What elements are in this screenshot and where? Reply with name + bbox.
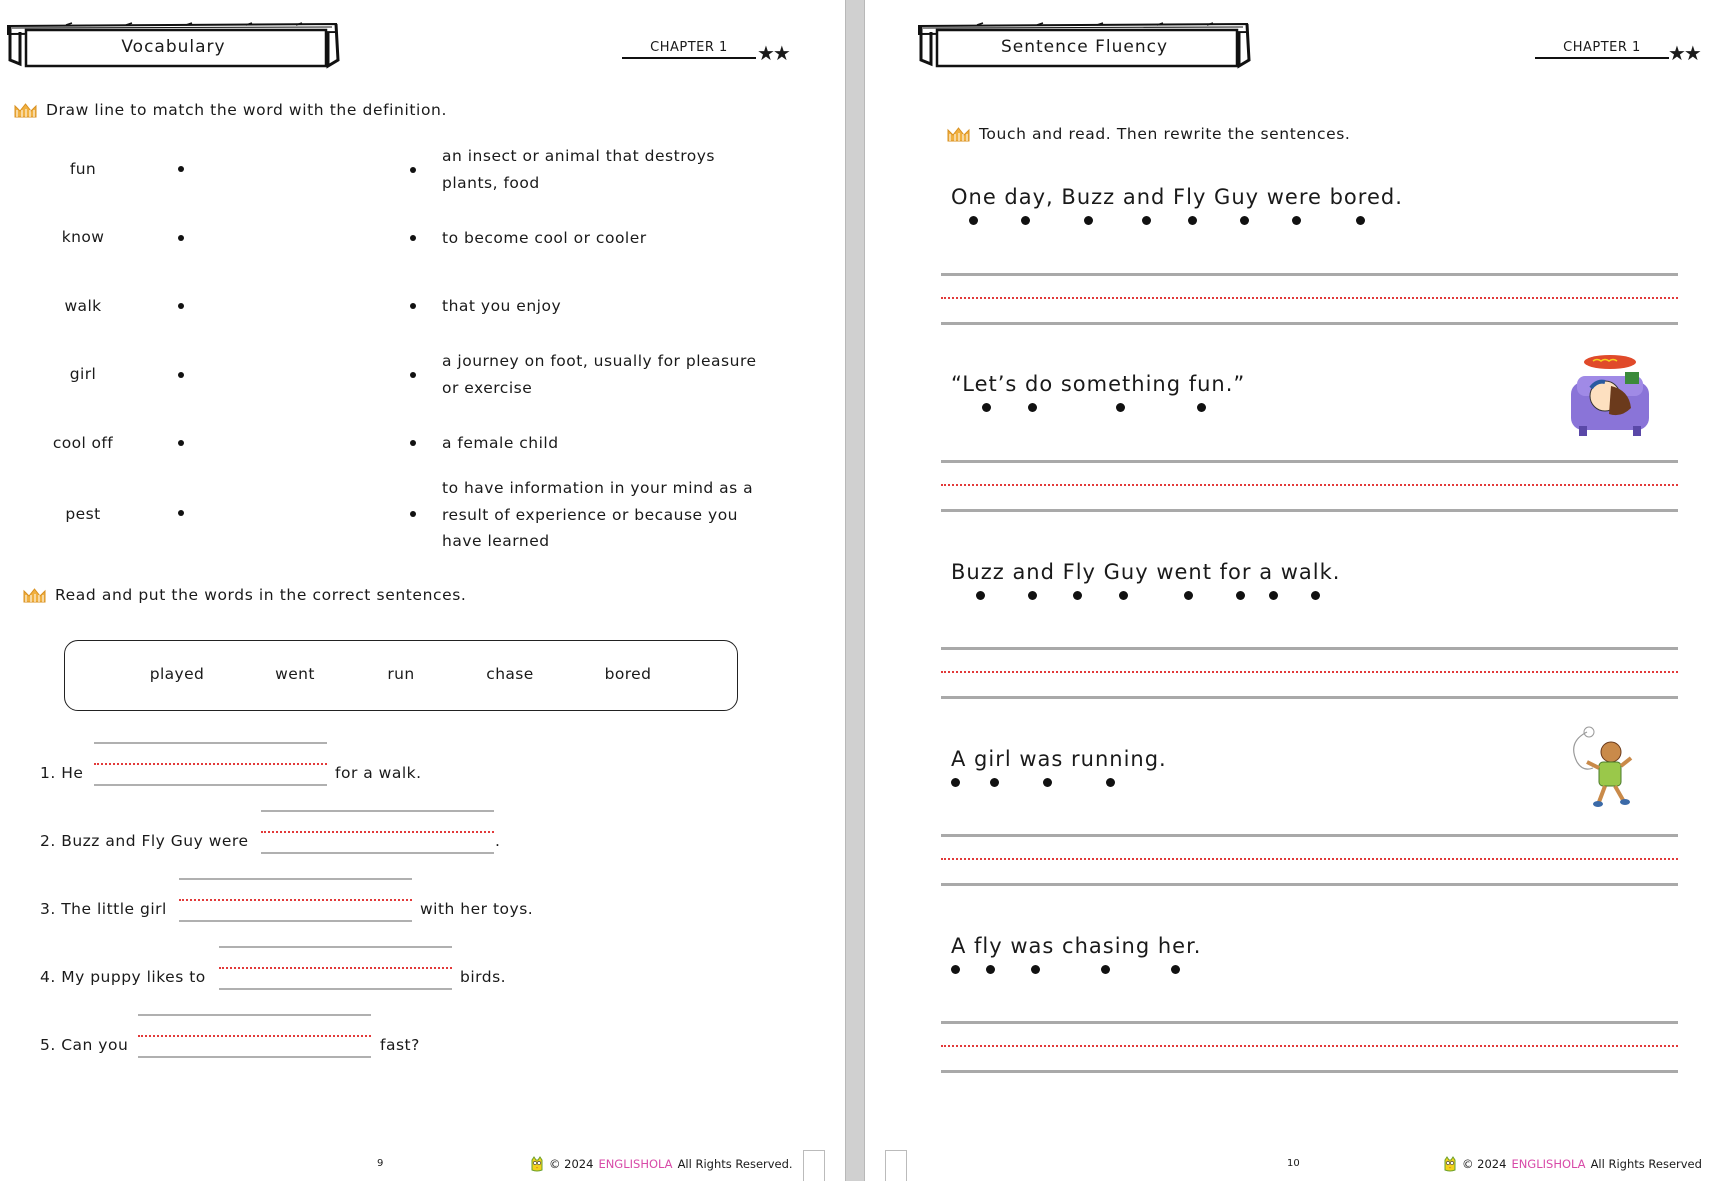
touch-dot[interactable]	[1073, 591, 1082, 600]
instruction-matching	[14, 101, 447, 119]
page-gutter	[845, 0, 865, 1181]
brand-name: ENGLISHOLA	[1511, 1157, 1586, 1171]
touch-dot[interactable]	[1240, 216, 1249, 225]
answer-blank[interactable]	[219, 946, 452, 991]
fluency-sentence: A girl was running.	[951, 747, 1167, 771]
instruction-text: Touch and read. Then rewrite the sentences.	[979, 125, 1351, 143]
match-definition: to have information in your mind as a result of experience or because you have learned	[442, 479, 754, 550]
answer-blank[interactable]	[138, 1014, 371, 1059]
fluency-sentence: A fly was chasing her.	[951, 934, 1202, 958]
chapter-label: CHAPTER 1	[622, 40, 756, 59]
match-definition: a journey on foot, usually for pleasure or exercise	[442, 352, 757, 397]
touch-dot[interactable]	[1031, 965, 1040, 974]
touch-dot[interactable]	[1236, 591, 1245, 600]
touch-dot[interactable]	[1028, 403, 1037, 412]
touch-dot[interactable]	[986, 965, 995, 974]
match-definition: a female child	[442, 434, 559, 452]
worksheet-page-left	[0, 0, 845, 1181]
touch-dot[interactable]	[990, 778, 999, 787]
page-title: Sentence Fluency	[1000, 37, 1169, 57]
definition-anchor-dot[interactable]	[410, 511, 416, 517]
fill-sentence-1-start: 1. He	[40, 764, 84, 782]
fluency-sentence: Buzz and Fly Guy went for a walk.	[951, 560, 1341, 584]
instruction-fill-in	[23, 586, 466, 604]
word-bank-item: played	[149, 665, 205, 683]
word-anchor-dot[interactable]	[178, 166, 184, 172]
fluency-sentence: “Let’s do something fun.”	[951, 372, 1246, 396]
crown-icon	[947, 126, 970, 142]
rewrite-lines[interactable]	[941, 1021, 1678, 1073]
word-bank-item: chase	[486, 665, 534, 683]
touch-dot[interactable]	[982, 403, 991, 412]
fill-sentence-3-end: with her toys.	[420, 900, 534, 918]
page-number: 10	[1287, 1158, 1300, 1169]
touch-dot[interactable]	[1269, 591, 1278, 600]
definition-anchor-dot[interactable]	[410, 303, 416, 309]
fill-sentence-2-end: .	[495, 832, 501, 850]
match-word: cool off	[52, 434, 114, 452]
rewrite-lines[interactable]	[941, 647, 1678, 699]
page-number: 9	[377, 1158, 384, 1169]
touch-dot[interactable]	[1292, 216, 1301, 225]
touch-dot[interactable]	[976, 591, 985, 600]
match-definition: that you enjoy	[442, 297, 562, 315]
word-anchor-dot[interactable]	[178, 372, 184, 378]
answer-blank[interactable]	[94, 742, 327, 787]
running-girl-illustration	[1565, 724, 1655, 814]
word-bank-item: run	[387, 665, 415, 683]
copyright-year: © 2024	[1462, 1157, 1507, 1171]
fluency-sentence: One day, Buzz and Fly Guy were bored.	[951, 185, 1403, 209]
instruction-fluency	[947, 125, 1350, 143]
touch-dot[interactable]	[1311, 591, 1320, 600]
word-anchor-dot[interactable]	[178, 303, 184, 309]
match-word: walk	[64, 297, 102, 315]
touch-dot[interactable]	[1106, 778, 1115, 787]
copyright-year: © 2024	[549, 1157, 594, 1171]
match-word: girl	[69, 365, 97, 383]
touch-dot[interactable]	[1119, 591, 1128, 600]
star-icon: ★★	[1668, 41, 1700, 65]
touch-dot[interactable]	[1142, 216, 1151, 225]
bored-boy-illustration	[1565, 352, 1655, 442]
touch-dot[interactable]	[1171, 965, 1180, 974]
chapter-label: CHAPTER 1	[1535, 40, 1669, 59]
word-bank-item: bored	[604, 665, 652, 683]
fill-sentence-4-start: 4. My puppy likes to	[40, 968, 206, 986]
touch-dot[interactable]	[969, 216, 978, 225]
header-banner	[6, 20, 341, 68]
copyright-footer	[530, 1156, 793, 1172]
rights-text: All Rights Reserved	[1590, 1157, 1702, 1171]
touch-dot[interactable]	[1101, 965, 1110, 974]
touch-dot[interactable]	[1084, 216, 1093, 225]
word-bank-item: went	[275, 665, 315, 683]
touch-dot[interactable]	[1356, 216, 1365, 225]
touch-dot[interactable]	[1188, 216, 1197, 225]
page-corner-mark	[803, 1150, 825, 1181]
fill-sentence-2-start: 2. Buzz and Fly Guy were	[40, 832, 249, 850]
touch-dot[interactable]	[951, 965, 960, 974]
page-title: Vocabulary	[121, 37, 226, 57]
word-anchor-dot[interactable]	[178, 440, 184, 446]
match-definition: to become cool or cooler	[442, 229, 647, 247]
copyright-footer	[1443, 1156, 1702, 1172]
match-definition: an insect or animal that destroys plants, food	[442, 147, 715, 192]
instruction-text: Read and put the words in the correct sentences.	[55, 586, 467, 604]
touch-dot[interactable]	[1116, 403, 1125, 412]
worksheet-page-right	[865, 0, 1711, 1181]
fill-sentence-4-end: birds.	[460, 968, 507, 986]
match-word: pest	[65, 505, 101, 523]
page-corner-mark	[885, 1150, 907, 1181]
touch-dot[interactable]	[1197, 403, 1206, 412]
touch-dot[interactable]	[951, 778, 960, 787]
rights-text: All Rights Reserved.	[677, 1157, 793, 1171]
fill-sentence-3-start: 3. The little girl	[40, 900, 167, 918]
definition-anchor-dot[interactable]	[410, 167, 416, 173]
rewrite-lines[interactable]	[941, 834, 1678, 886]
fill-sentence-5-start: 5. Can you	[40, 1036, 129, 1054]
fill-sentence-1-end: for a walk.	[335, 764, 422, 782]
answer-blank[interactable]	[261, 810, 494, 855]
word-anchor-dot[interactable]	[178, 235, 184, 241]
touch-dot[interactable]	[1021, 216, 1030, 225]
header-banner	[917, 20, 1252, 68]
crown-icon	[14, 102, 37, 118]
definition-anchor-dot[interactable]	[410, 440, 416, 446]
match-word: fun	[69, 160, 97, 178]
word-bank	[64, 640, 738, 711]
rewrite-lines[interactable]	[941, 460, 1678, 512]
touch-dot[interactable]	[1043, 778, 1052, 787]
owl-logo-icon	[1443, 1156, 1457, 1172]
touch-dot[interactable]	[1184, 591, 1193, 600]
definition-anchor-dot[interactable]	[410, 372, 416, 378]
crown-icon	[23, 587, 46, 603]
touch-dot[interactable]	[1028, 591, 1037, 600]
word-anchor-dot[interactable]	[178, 510, 184, 516]
fill-sentence-5-end: fast?	[380, 1036, 420, 1054]
answer-blank[interactable]	[179, 878, 412, 923]
rewrite-lines[interactable]	[941, 273, 1678, 325]
brand-name: ENGLISHOLA	[598, 1157, 673, 1171]
definition-anchor-dot[interactable]	[410, 235, 416, 241]
star-icon: ★★	[757, 41, 789, 65]
instruction-text: Draw line to match the word with the definition.	[46, 101, 447, 119]
owl-logo-icon	[530, 1156, 544, 1172]
match-word: know	[61, 228, 105, 246]
